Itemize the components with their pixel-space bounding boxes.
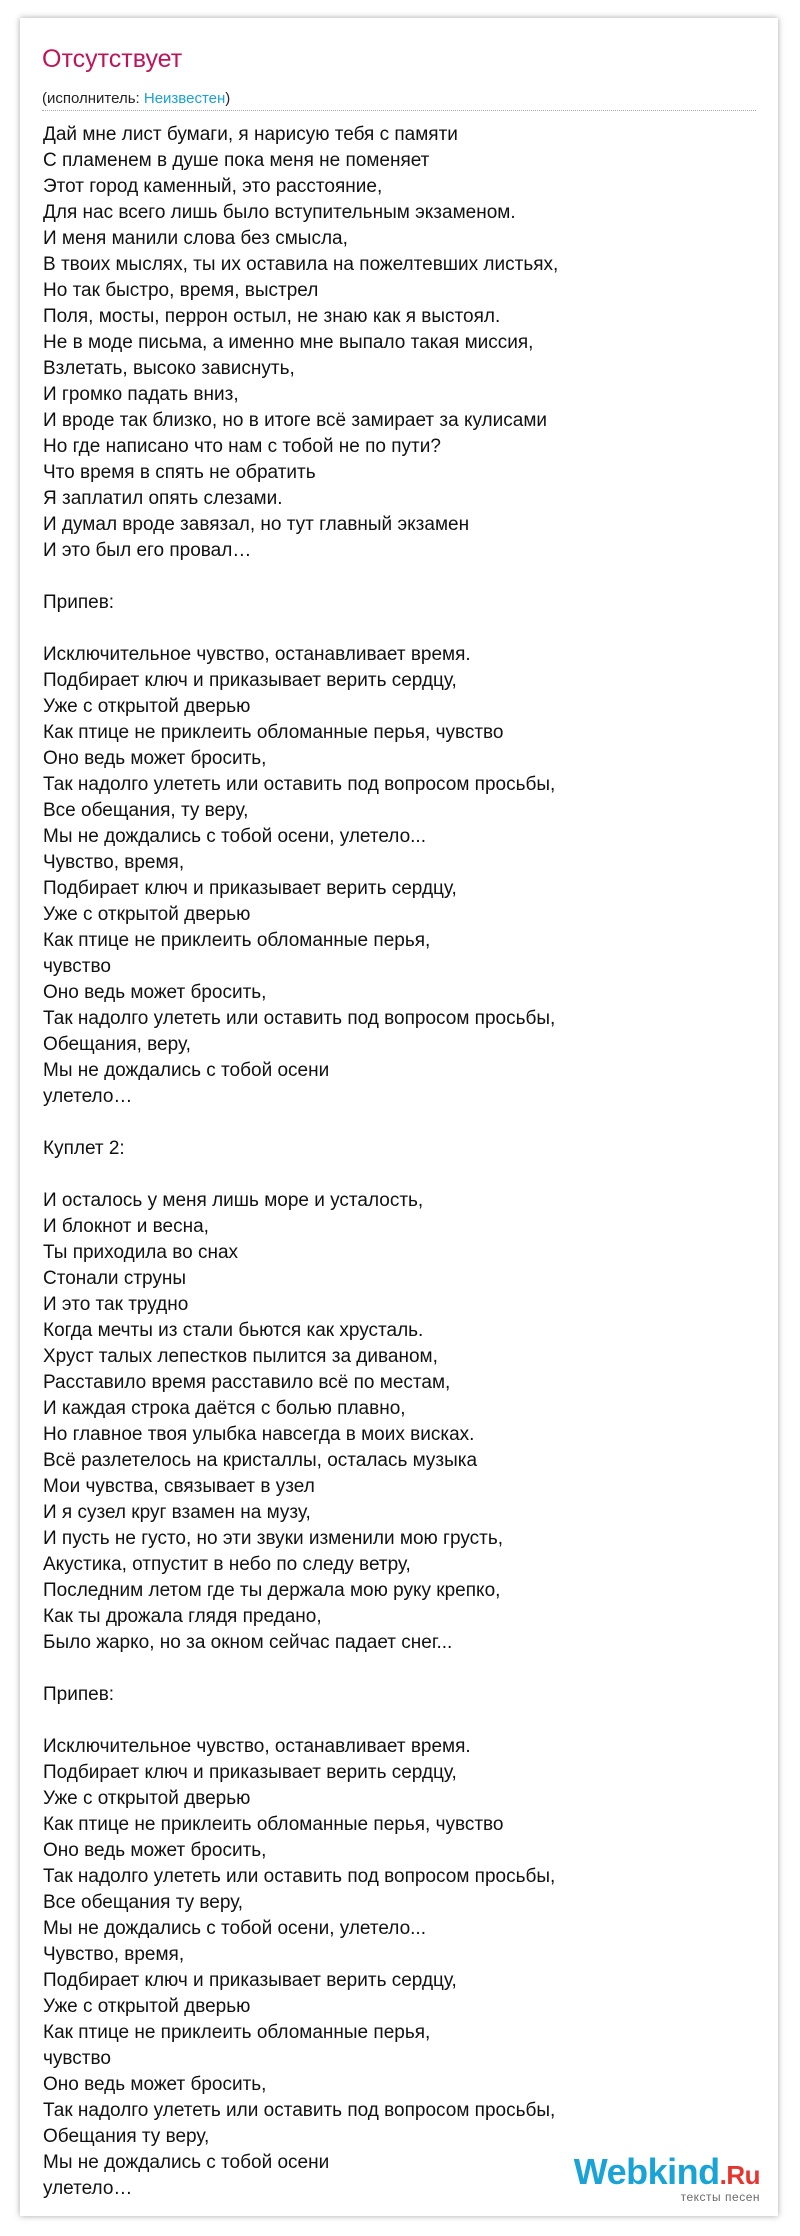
logo-tagline: тексты песен xyxy=(680,2190,760,2204)
song-title: Отсутствует xyxy=(42,45,183,73)
site-logo[interactable] xyxy=(574,2153,760,2204)
artist-link[interactable]: Неизвестен xyxy=(143,90,226,107)
logo-brand-name: Webkind xyxy=(573,2151,720,2192)
lyrics-text: Дай мне лист бумаги, я нарисую тебя с памяти С пламенем в душе пока меня не поменяет Этот город каменный, это расстояние, Для нас всего лишь было вступительным экзаменом. И меня манили слова без смысла, В твоих мыслях, ты их оставила на пожелтевших листьях, Но так быстро, время, выстрел Поля, мосты, перрон остыл, не знаю как я выстоял. Не в моде письма, а именно мне выпало такая миссия, Взлетать, высоко зависнуть, И громко падать вниз, И вроде так близко, но в итоге всё замирает за кулисами Но где написано что нам с тобой не по пути? Что время в спять не обратить Я заплатил опять слезами. И думал вроде завязал, но тут главный экзамен И это был его провал… Припев: Исключительное чувство, останавливает время. Подбирает ключ и приказывает верить сердцу, Уже с открытой дверью Как птице не приклеить обломанные перья, чувство Оно ведь может бросить, Так надолго улететь или оставить под вопросом просьбы, Все обещания, ту веру, Мы не дождались с тобой осени, улетело... Чувство, время, Подбирает ключ и приказывает верить сердцу, Уже с открытой дверью Как птице не приклеить обломанные перья, чувство Оно ведь может бросить, Так надолго улететь или оставить под вопросом просьбы, Обещания, веру, Мы не дождались с тобой осени улетело… Куплет 2: И осталось у меня лишь море и усталость, И блокнот и весна, Ты приходила во снах Стонали струны И это так трудно Когда мечты из стали бьются как хрусталь. Хруст талых лепестков пылится за диваном, Расставило время расставило всё по местам, И каждая строка даётся с болью плавно, Но главное твоя улыбка навсегда в моих висках. Всё разлетелось на кристаллы, осталась музыка Мои чувства, связывает в узел И я сузел круг взамен на музу, И пусть не густо, но эти звуки изменили мою грусть, Акустика, отпустит в небо по следу ветру, Последним летом где ты держала мою руку крепко, Как ты дрожала глядя предано, Было жарко, но за окном сейчас падает снег... Припев: Исключительное чувство, останавливает время. Подбирает ключ и приказывает верить сердцу, Уже с открытой дверью Как птице не приклеить обломанные перья, чувство Оно ведь может бросить, Так надолго улететь или оставить под вопросом просьбы, Все обещания ту веру, Мы не дождались с тобой осени, улетело... Чувство, время, Подбирает ключ и приказывает верить сердцу, Уже с открытой дверью Как птице не приклеить обломанные перья, чувство Оно ведь может бросить, Так надолго улететь или оставить под вопросом просьбы, Обещания ту веру, Мы не дождались с тобой осени улетело… xyxy=(43,124,559,2199)
logo-tld: .Ru xyxy=(719,2160,760,2190)
artist-prefix: (исполнитель: xyxy=(42,90,144,107)
artist-suffix: ) xyxy=(225,90,231,107)
logo-brand xyxy=(574,2153,760,2194)
dotted-divider xyxy=(42,110,756,111)
lyrics-card xyxy=(20,18,778,2216)
artist-line xyxy=(42,90,230,108)
